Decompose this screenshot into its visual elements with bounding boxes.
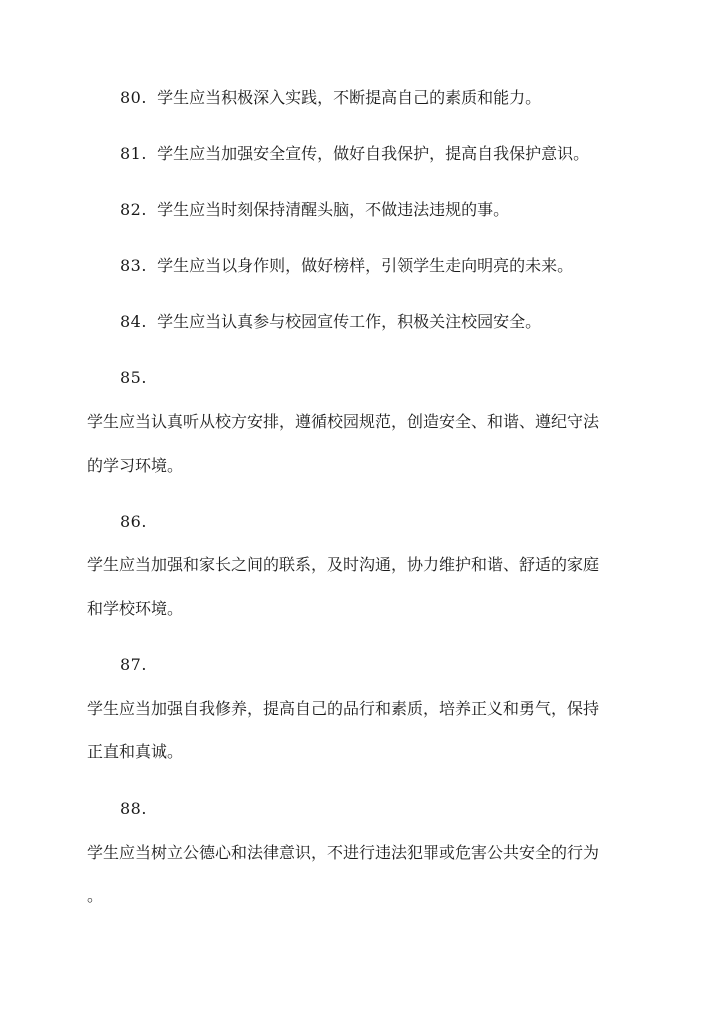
item-text: 学生应当时刻保持清醒头脑，不做违法违规的事。 (157, 200, 510, 219)
item-text: 学生应当加强安全宣传，做好自我保护，提高自我保护意识。 (157, 144, 590, 163)
list-item-83 (120, 256, 573, 276)
item-number: 81. (120, 144, 147, 163)
item-text-86-line-1: 学生应当加强和家长之间的联系，及时沟通，协力维护和谐、舒适的家庭 (87, 555, 600, 574)
list-item-82 (120, 200, 509, 220)
item-text: 学生应当认真参与校园宣传工作，积极关注校园安全。 (157, 312, 542, 331)
list-item-80 (120, 88, 541, 108)
item-text-86-line-2: 和学校环境。 (87, 599, 184, 618)
item-text-87-line-2: 正直和真诚。 (87, 742, 184, 761)
item-number: 84. (120, 312, 147, 331)
item-text: 学生应当以身作则，做好榜样，引领学生走向明亮的未来。 (157, 256, 574, 275)
item-number-88: 88. (120, 799, 147, 818)
item-text-85-line-2: 的学习环境。 (87, 456, 184, 475)
item-text-85-line-1: 学生应当认真听从校方安排，遵循校园规范，创造安全、和谐、遵纪守法 (87, 412, 600, 431)
item-number: 82. (120, 200, 147, 219)
item-number-85: 85. (120, 368, 147, 387)
item-number: 80. (120, 88, 147, 107)
item-text: 学生应当积极深入实践，不断提高自己的素质和能力。 (157, 88, 542, 107)
item-number: 83. (120, 256, 147, 275)
item-text-87-line-1: 学生应当加强自我修养，提高自己的品行和素质，培养正义和勇气，保持 (87, 699, 600, 718)
list-item-81 (120, 144, 589, 164)
item-text-88-line-1: 学生应当树立公德心和法律意识，不进行违法犯罪或危害公共安全的行为 (87, 843, 600, 862)
item-number-87: 87. (120, 655, 147, 674)
item-number-86: 86. (120, 512, 147, 531)
list-item-84 (120, 312, 541, 332)
item-text-88-line-2: 。 (87, 886, 104, 905)
